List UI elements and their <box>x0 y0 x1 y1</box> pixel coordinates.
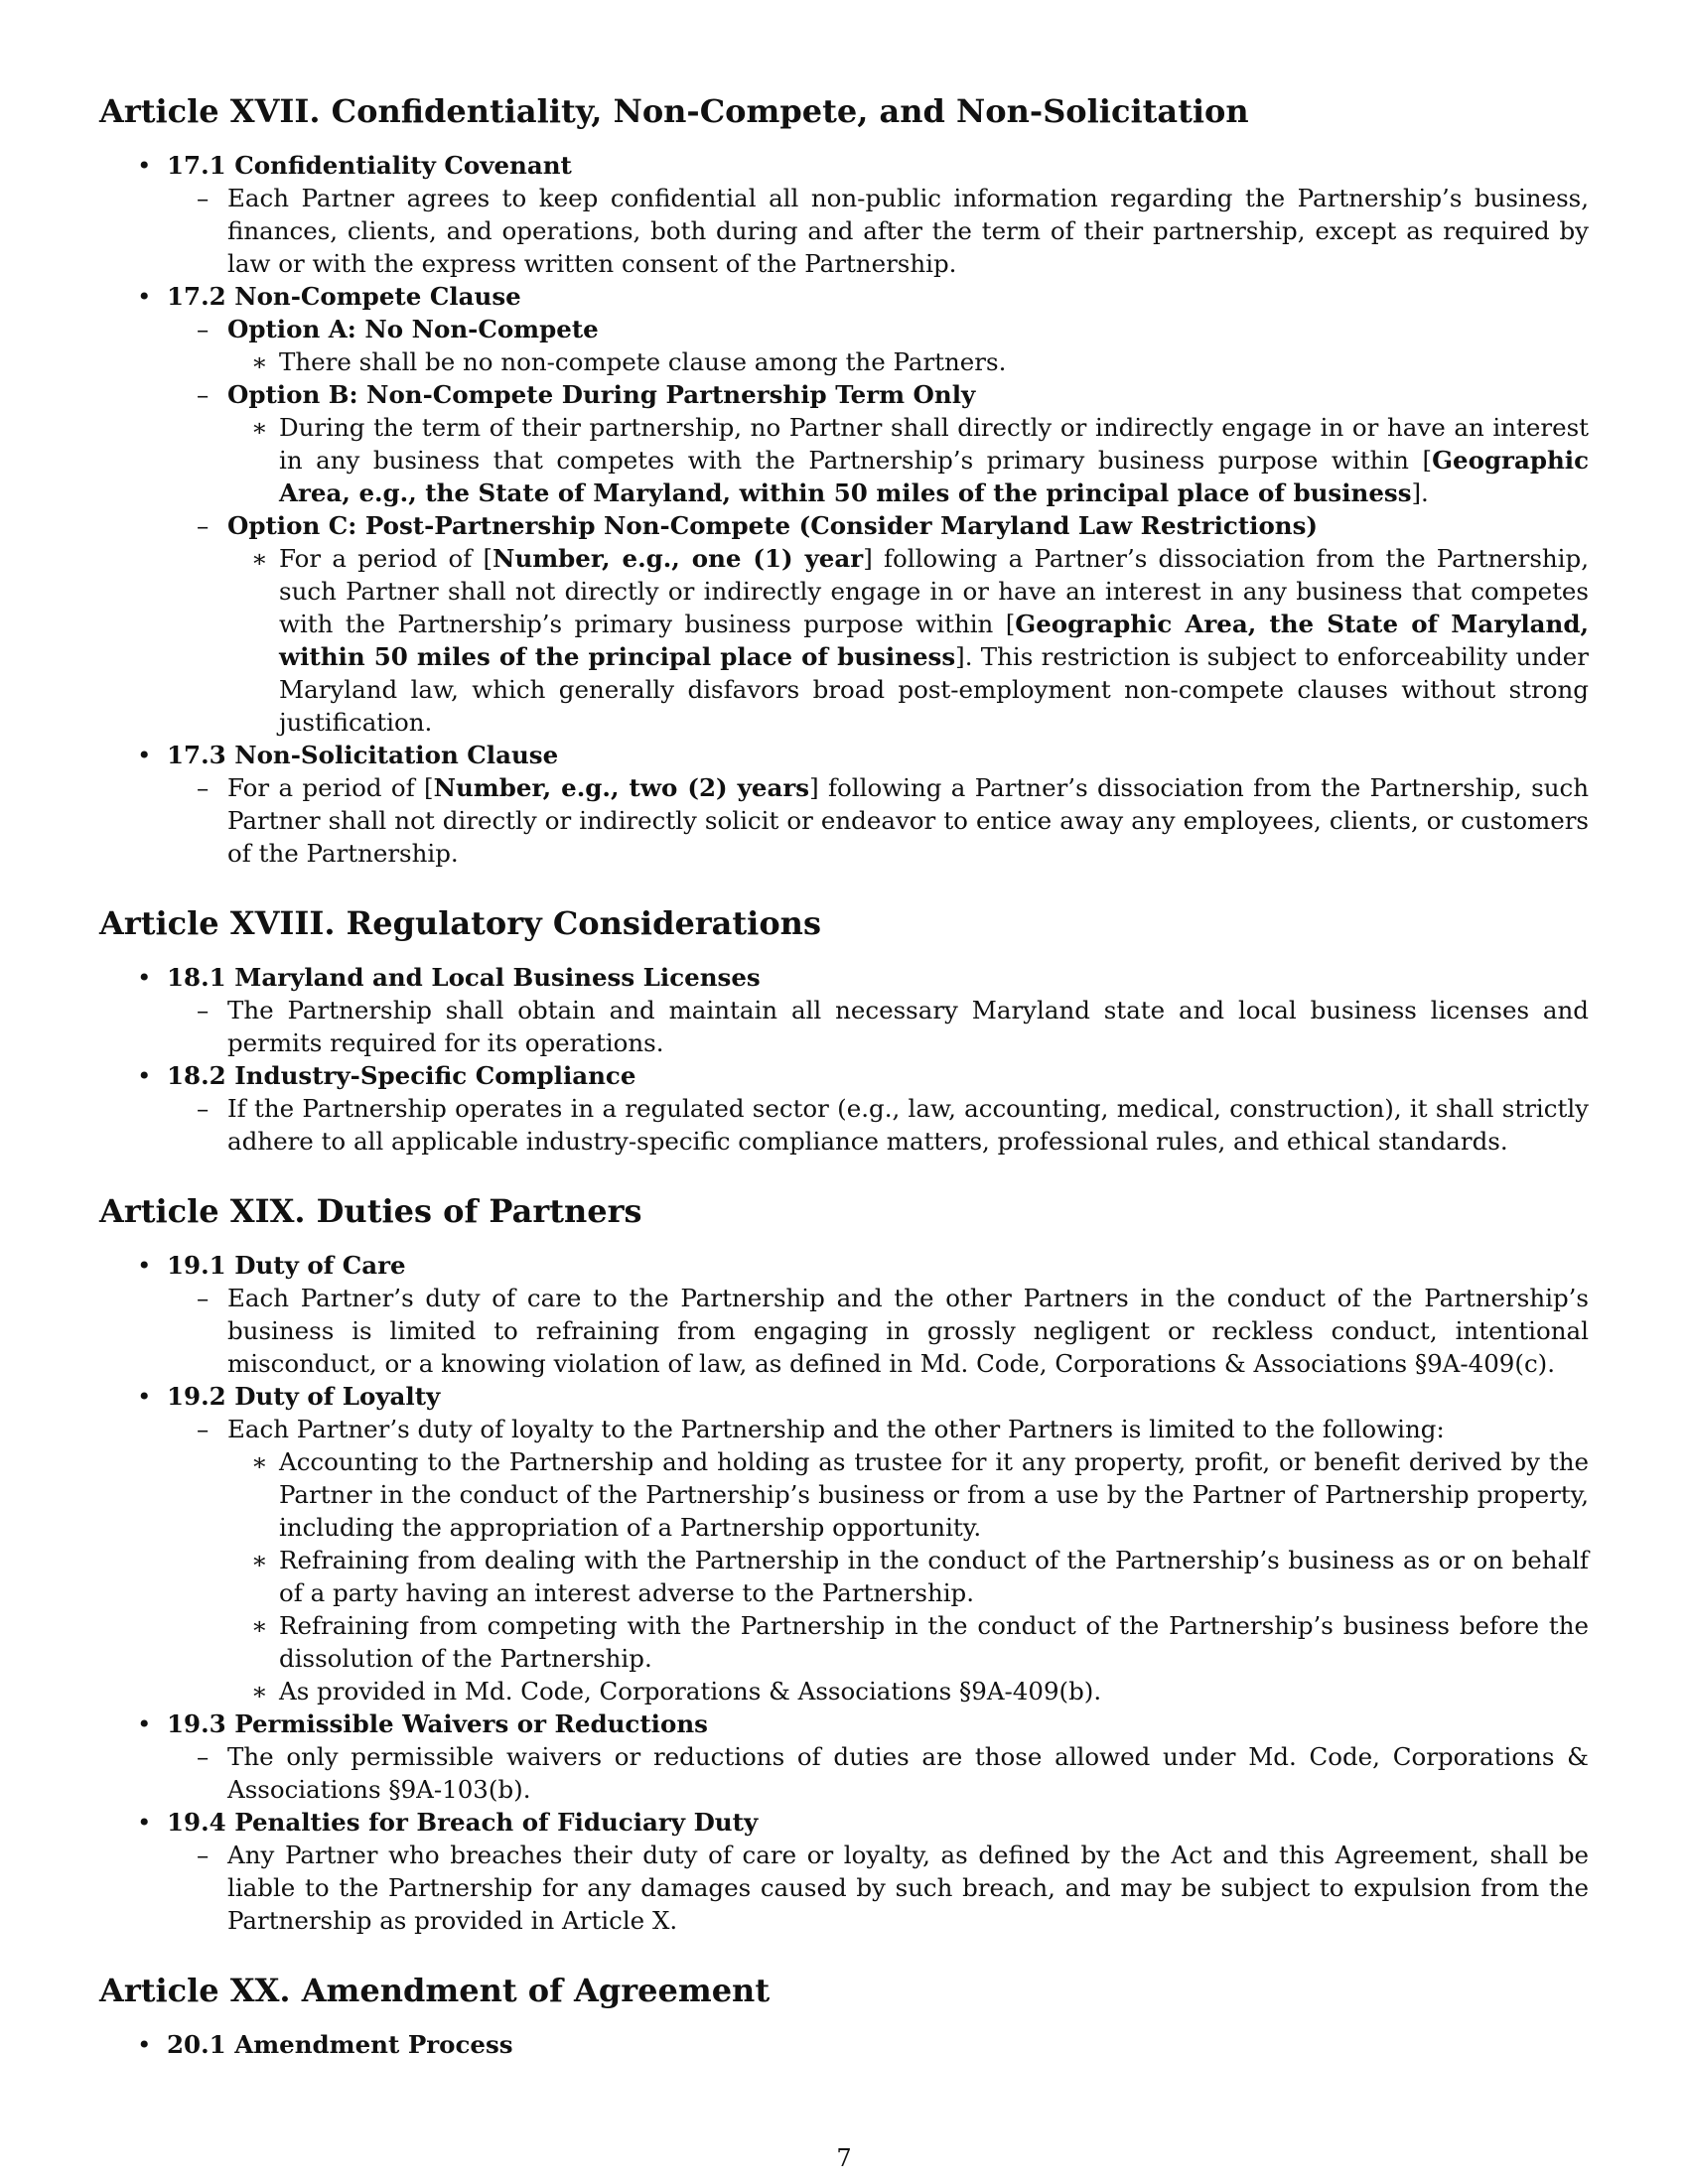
section-19-4-body <box>99 1839 1589 1937</box>
text-run: ]. This restriction is subject to enforceability under Maryland law, which generally disfavors broad post-employment non-compete clauses without strong justification. <box>279 642 1589 737</box>
article-20-title: Article XX. Amendment of Agreement <box>99 1972 771 2009</box>
text-run: ] following a Partner’s dissociation from the Partnership, such Partner shall not directly or indirectly solicit or endeavor to entice away any employees, clients, or customers of the Partnership. <box>227 773 1590 868</box>
section-17-1 <box>99 149 1589 280</box>
paragraph: Each Partner’s duty of care to the Partnership and the other Partners in the conduct of the Partnership’s business is limited to refraining from engaging in grossly negligent or reckless conduct, intentional misconduct, or a knowing violation of law, as defined in Md. Code, Corporations & Associations §9A-409(c). <box>227 1284 1589 1378</box>
section-17-3-body <box>99 771 1589 870</box>
article-19-title: Article XIX. Duties of Partners <box>99 1192 642 1230</box>
bullet-icon: • <box>137 1061 152 1090</box>
section-19-4 <box>99 1806 1589 1937</box>
page-number: 7 <box>836 2144 852 2172</box>
bullet-icon: • <box>137 1808 152 1837</box>
section-19-1 <box>99 1249 1589 1380</box>
article-18-title: Article XVIII. Regulatory Considerations <box>99 904 821 942</box>
section-17-3 <box>99 739 1589 870</box>
dash-icon: – <box>197 773 210 802</box>
bullet-icon: • <box>137 151 152 180</box>
dash-icon: – <box>197 996 210 1024</box>
bullet-icon: • <box>137 1709 152 1738</box>
section-18-1 <box>99 961 1589 1059</box>
dash-icon: – <box>197 511 210 540</box>
paragraph: Refraining from dealing with the Partnership in the conduct of the Partnership’s business as or on behalf of a party having an interest adverse to the Partnership. <box>279 1546 1589 1607</box>
placeholder-bold: Geographic Area, the State of Maryland, within 50 miles of the principal place of business <box>279 610 1590 671</box>
option-b-body <box>99 411 1589 509</box>
option-b <box>99 378 1589 411</box>
section-heading: 17.2 Non-Compete Clause <box>167 282 521 311</box>
section-heading: 18.2 Industry-Specific Compliance <box>167 1061 636 1090</box>
text-run: During the term of their partnership, no Partner shall directly or indirectly engage in or have an interest in any business that competes with the Partnership’s primary business purpose within [ <box>279 413 1589 475</box>
dash-icon: – <box>197 1415 210 1443</box>
paragraph: The Partnership shall obtain and maintain all necessary Maryland state and local business licenses and permits required for its operations. <box>227 996 1589 1057</box>
loyalty-item <box>99 1544 1589 1609</box>
section-18-2-body <box>99 1092 1589 1158</box>
section-heading: 19.1 Duty of Care <box>167 1251 406 1280</box>
dash-icon: – <box>197 184 210 212</box>
paragraph: Accounting to the Partnership and holding as trustee for it any property, profit, or benefit derived by the Partner in the conduct of the Partnership’s business or from a use by the Partner of Partnership property, including the appropriation of a Partnership opportunity. <box>279 1447 1589 1542</box>
section-17-2 <box>99 280 1589 739</box>
asterisk-icon: ∗ <box>251 544 268 573</box>
option-a-body <box>99 345 1589 378</box>
paragraph: Refraining from competing with the Partnership in the conduct of the Partnership’s business before the dissolution of the Partnership. <box>279 1611 1589 1673</box>
section-17-1-body <box>99 182 1589 280</box>
paragraph: As provided in Md. Code, Corporations & Associations §9A-409(b). <box>279 1677 1102 1706</box>
section-18-2 <box>99 1059 1589 1158</box>
dash-icon: – <box>197 1094 210 1123</box>
section-19-2-body <box>99 1413 1589 1445</box>
paragraph <box>227 771 1589 870</box>
section-18-1-body <box>99 994 1589 1059</box>
text-run: For a period of [ <box>279 544 493 573</box>
option-heading: Option C: Post-Partnership Non-Compete (Consider Maryland Law Restrictions) <box>227 511 1318 540</box>
bullet-icon: • <box>137 963 152 992</box>
document-page <box>99 91 1589 2061</box>
paragraph: If the Partnership operates in a regulated sector (e.g., law, accounting, medical, construction), it shall strictly adhere to all applicable industry-specific compliance matters, professional rules, and ethical standards. <box>227 1094 1589 1156</box>
section-heading: 18.1 Maryland and Local Business Licenses <box>167 963 761 992</box>
dash-icon: – <box>197 1742 210 1771</box>
paragraph: The only permissible waivers or reductions of duties are those allowed under Md. Code, Corporations & Associations §9A-103(b). <box>227 1742 1589 1804</box>
paragraph: Each Partner agrees to keep confidential all non-public information regarding the Partnership’s business, finances, clients, and operations, both during and after the term of their partnership, except as required by law or with the express written consent of the Partnership. <box>227 184 1589 278</box>
article-18-list <box>99 961 1589 1158</box>
paragraph <box>279 542 1589 739</box>
dash-icon: – <box>197 1841 210 1869</box>
text-run: ] following a Partner’s dissociation from the Partnership, such Partner shall not directly or indirectly engage in or have an interest in any business that competes with the Partnership’s primary business purpose within [ <box>279 544 1589 638</box>
bullet-icon: • <box>137 741 152 769</box>
option-c <box>99 509 1589 542</box>
option-heading: Option B: Non-Compete During Partnership Term Only <box>227 380 976 409</box>
section-19-3-body <box>99 1740 1589 1806</box>
asterisk-icon: ∗ <box>251 347 268 376</box>
article-19-list <box>99 1249 1589 1937</box>
placeholder-bold: Number, e.g., two (2) years <box>433 773 810 802</box>
article-17-title: Article XVII. Confidentiality, Non-Compete, and Non-Solicitation <box>99 92 1249 130</box>
bullet-icon: • <box>137 1251 152 1280</box>
loyalty-item <box>99 1675 1589 1707</box>
section-19-1-body <box>99 1282 1589 1380</box>
section-19-3 <box>99 1707 1589 1806</box>
asterisk-icon: ∗ <box>251 1677 268 1706</box>
section-heading: 20.1 Amendment Process <box>167 2030 513 2059</box>
section-heading: 19.3 Permissible Waivers or Reductions <box>167 1709 708 1738</box>
option-c-body <box>99 542 1589 739</box>
paragraph: Each Partner’s duty of loyalty to the Partnership and the other Partners is limited to the following: <box>227 1415 1445 1443</box>
section-heading: 19.2 Duty of Loyalty <box>167 1382 441 1411</box>
placeholder-bold: Number, e.g., one (1) year <box>492 544 864 573</box>
text-run: For a period of [ <box>227 773 434 802</box>
paragraph: There shall be no non-compete clause among the Partners. <box>279 347 1007 376</box>
paragraph: Any Partner who breaches their duty of care or loyalty, as defined by the Act and this Agreement, shall be liable to the Partnership for any damages caused by such breach, and may be subject to expulsion from the Partnership as provided in Article X. <box>227 1841 1589 1935</box>
section-heading: 17.1 Confidentiality Covenant <box>167 151 572 180</box>
section-heading: 19.4 Penalties for Breach of Fiduciary Duty <box>167 1808 759 1837</box>
article-20-list <box>99 2028 1589 2061</box>
bullet-icon: • <box>137 2030 152 2059</box>
bullet-icon: • <box>137 1382 152 1411</box>
asterisk-icon: ∗ <box>251 1611 268 1640</box>
loyalty-item <box>99 1445 1589 1544</box>
dash-icon: – <box>197 380 210 409</box>
article-17-list <box>99 149 1589 870</box>
loyalty-item <box>99 1609 1589 1675</box>
text-run: ]. <box>1411 478 1429 507</box>
asterisk-icon: ∗ <box>251 1546 268 1574</box>
bullet-icon: • <box>137 282 152 311</box>
section-heading: 17.3 Non-Solicitation Clause <box>167 741 559 769</box>
paragraph <box>279 411 1589 509</box>
placeholder-bold: Geographic Area, e.g., the State of Maryland, within 50 miles of the principal place of business <box>279 446 1589 507</box>
option-heading: Option A: No Non-Compete <box>227 315 599 343</box>
section-19-2 <box>99 1380 1589 1707</box>
dash-icon: – <box>197 1284 210 1312</box>
section-20-1 <box>99 2028 1589 2061</box>
option-a <box>99 313 1589 345</box>
asterisk-icon: ∗ <box>251 1447 268 1476</box>
dash-icon: – <box>197 315 210 343</box>
asterisk-icon: ∗ <box>251 413 268 442</box>
